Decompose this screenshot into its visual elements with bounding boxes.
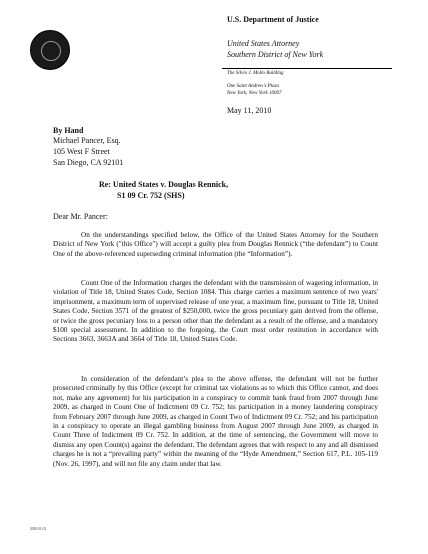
re-line-2: S1 09 Cr. 752 (SHS) [117, 191, 185, 200]
salutation: Dear Mr. Pancer: [53, 212, 108, 221]
footer-code: 2010.01.01 [30, 527, 47, 531]
recipient-city: San Diego, CA 92101 [53, 158, 124, 167]
header-rule [222, 68, 392, 69]
recipient-name: Michael Pancer, Esq. [53, 136, 121, 145]
office-line-2: Southern District of New York [227, 50, 324, 59]
paragraph-2: Count One of the Information charges the defendant with the transmission of wagering information, in violation of Title 18, United States Code, Section 1084. This charge carries a maximum sentence of two years' imprisonment, a maximum term of supervised release of one year, a maximum fine, pursuant to Title 18, United States Code, Section 3571 of the greatest of $250,000, twice the gross pecuniary gain derived from the offense, or twice the gross pecuniary loss to a person other than the defendant as a result of the offense, and a mandatory $100 special assessment. In addition to the forgoing, the Court must order restitution in accordance with Sections 3663, 3663A and 3664 of Title 18, United States Code. [53, 279, 378, 344]
address-line-2: New York, New York 10007 [227, 91, 282, 96]
paragraph-3: In consideration of the defendant’s plea to the above offense, the defendant will not be further prosecuted criminally by this Office (except for criminal tax violations as to which this Office cannot, and does not, make any agreement) for his participation in a conspiracy to commit bank fraud from 2007 through June 2009, as charged in Count One of Indictment 09 Cr. 752; his participation in a money laundering conspiracy from February 2007 through June 2009, as charged in Count Two of Indictment 09 Cr. 752; and his participation in a conspiracy to operate an illegal gambling business from August 2007 through June 2009, as charged in Count Three of Indictment 09 Cr. 752. In addition, at the time of sentencing, the Government will move to dismiss any open Count(s) against the defendant. The defendant agrees that with respect to any and all dismissed charges he is not a “prevailing party” within the meaning of the “Hyde Amendment,” Section 617, P.L. 105-119 (Nov. 26, 1997), and will not file any claim under that law. [53, 375, 378, 468]
letter-date: May 11, 2010 [227, 106, 272, 115]
department-name: U.S. Department of Justice [227, 15, 319, 24]
doj-seal [30, 30, 70, 70]
building-name: The Silvio J. Mollo Building [227, 71, 284, 76]
paragraph-1: On the understandings specified below, the Office of the United States Attorney for the Southern District of New York ("this Office") will accept a guilty plea from Douglas Rennick (“the defendant”) to Count One of the above-referenced superseding criminal information (the “Information”). [53, 231, 378, 258]
re-line-1: Re: United States v. Douglas Rennick, [99, 180, 229, 189]
delivery-method: By Hand [53, 126, 84, 135]
address-line-1: One Saint Andrew's Plaza [227, 84, 280, 89]
office-line-1: United States Attorney [227, 39, 300, 48]
recipient-street: 105 West F Street [53, 147, 110, 156]
